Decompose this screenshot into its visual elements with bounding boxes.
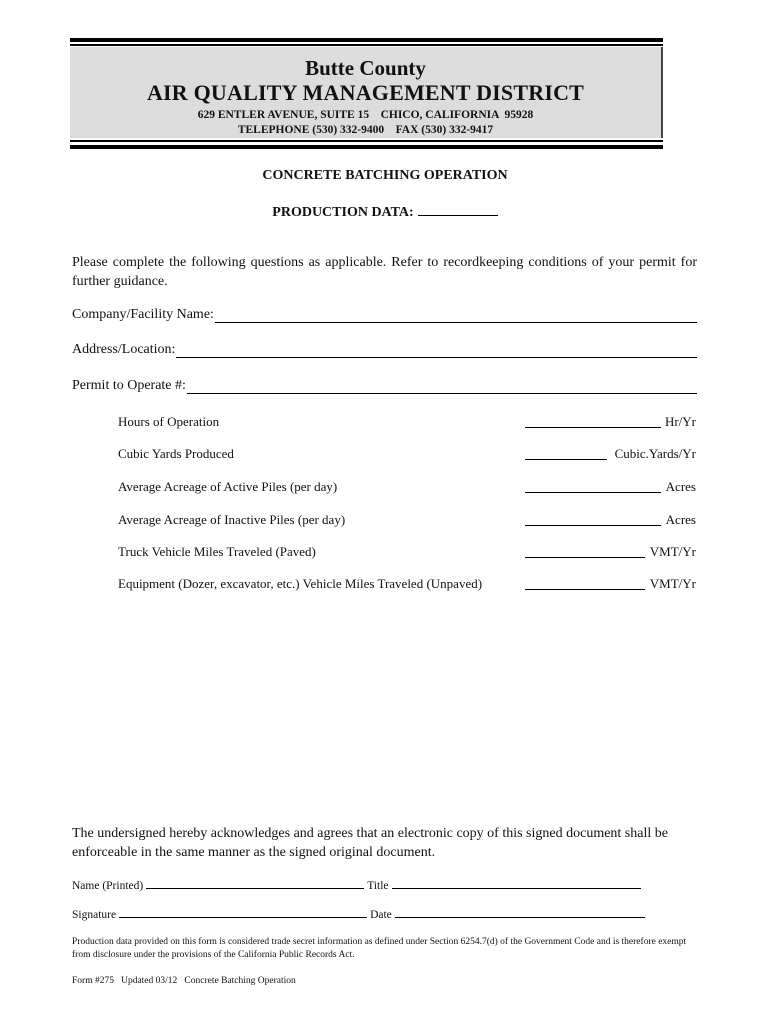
row-input[interactable]	[525, 427, 661, 428]
row-input[interactable]	[525, 525, 661, 526]
row-label: Cubic Yards Produced	[118, 446, 234, 461]
county-name: Butte County	[305, 56, 426, 80]
row-inactive-piles	[118, 512, 696, 530]
title-input[interactable]	[392, 878, 641, 889]
date-input[interactable]	[395, 907, 645, 918]
instructions: Please complete the following questions as applicable. Refer to recordkeeping conditions of your permit for further guidance.	[72, 255, 697, 289]
row-label: Average Acreage of Inactive Piles (per day)	[118, 512, 346, 527]
permit-input[interactable]	[187, 379, 697, 394]
row-input[interactable]	[525, 589, 645, 590]
disclaimer: Production data provided on this form is considered trade secret information as defined under Section 6254.7(d) of the Government Code and is therefore exempt from disclosure under the provisions of the California Public Records Act.	[72, 937, 687, 960]
row-cubic-yards	[118, 446, 696, 464]
company-label: Company/Facility Name:	[72, 307, 214, 322]
row-equipment-vmt	[118, 576, 696, 594]
row-unit: Acres	[665, 512, 696, 527]
date-label: Date	[370, 909, 392, 921]
header-top-rule-thin	[70, 44, 663, 46]
permit-label: Permit to Operate #:	[72, 378, 186, 393]
name-input[interactable]	[146, 878, 364, 889]
production-data-label: PRODUCTION DATA:	[272, 205, 414, 220]
acknowledgement: The undersigned hereby acknowledges and agrees that an electronic copy of this signed document shall be enforceable in the same manner as the signed original document.	[72, 826, 668, 860]
agency-address: 629 ENTLER AVENUE, SUITE 15 CHICO, CALIFORNIA 95928	[197, 109, 534, 121]
row-label: Equipment (Dozer, excavator, etc.) Vehicle Miles Traveled (Unpaved)	[118, 576, 483, 591]
agency-telephone: TELEPHONE (530) 332-9400 FAX (530) 332-9417	[237, 124, 494, 136]
company-field	[72, 307, 697, 323]
row-unit: Hr/Yr	[664, 414, 696, 429]
header-bottom-rule-thin	[70, 140, 663, 142]
name-label: Name (Printed)	[72, 880, 144, 892]
signature-label: Signature	[72, 909, 117, 921]
production-data-input[interactable]	[418, 203, 498, 216]
name-title-line	[72, 878, 644, 892]
district-name: AIR QUALITY MANAGEMENT DISTRICT	[146, 80, 585, 105]
signature-input[interactable]	[119, 907, 367, 918]
row-unit: Acres	[665, 479, 696, 494]
row-label: Truck Vehicle Miles Traveled (Paved)	[118, 544, 316, 559]
row-unit: VMT/Yr	[649, 544, 696, 559]
header-bottom-rule-thick	[70, 145, 663, 149]
signature-date-line	[72, 907, 648, 921]
form-title: CONCRETE BATCHING OPERATION	[262, 168, 508, 183]
form-footer: Form #275 Updated 03/12 Concrete Batching Operation	[72, 976, 296, 986]
row-input[interactable]	[525, 459, 607, 460]
row-unit: VMT/Yr	[649, 576, 696, 591]
row-input[interactable]	[525, 557, 645, 558]
row-input[interactable]	[525, 492, 661, 493]
production-data-heading	[0, 203, 770, 221]
title-label: Title	[367, 880, 389, 892]
row-active-piles	[118, 479, 696, 497]
row-unit: Cubic.Yards/Yr	[614, 446, 696, 461]
row-label: Average Acreage of Active Piles (per day)	[118, 479, 338, 494]
address-field	[72, 342, 697, 358]
agency-header	[70, 47, 663, 138]
header-top-rule-thick	[70, 38, 663, 42]
row-truck-vmt	[118, 544, 696, 562]
permit-field	[72, 378, 697, 394]
address-input[interactable]	[176, 343, 697, 358]
row-label: Hours of Operation	[118, 414, 220, 429]
row-hours-of-operation	[118, 414, 696, 432]
address-label: Address/Location:	[72, 342, 176, 357]
company-input[interactable]	[215, 308, 697, 323]
